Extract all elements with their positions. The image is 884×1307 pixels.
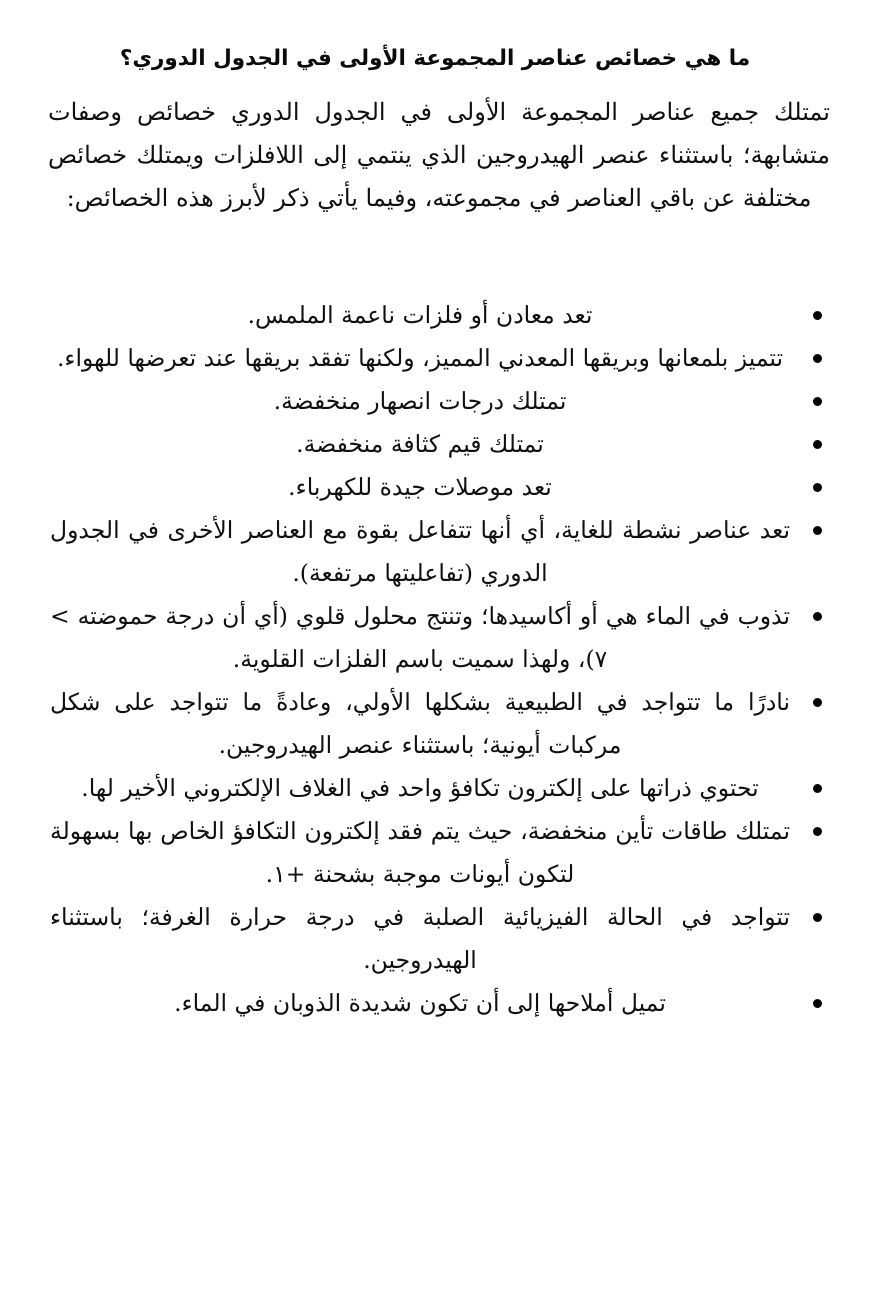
bullet-icon (813, 913, 822, 922)
bullet-icon (813, 311, 822, 320)
list-item-label: تميل أملاحها إلى أن تكون شديدة الذوبان في الماء. (174, 989, 666, 1018)
intro-paragraph: تمتلك جميع عناصر المجموعة الأولى في الجدول الدوري خصائص وصفات متشابهة؛ باستثناء عنصر الهيدروجين الذي ينتمي إلى اللافلزات ويمتلك خصائص مختلفة عن باقي العناصر في مجموعته، وفيما يأتي ذكر لأبرز هذه الخصائص: (48, 98, 830, 213)
list-item-label: تعد موصلات جيدة للكهرباء. (288, 473, 552, 502)
bullet-icon (813, 612, 822, 621)
list-item-label: تتواجد في الحالة الفيزيائية الصلبة في درجة حرارة الغرفة؛ باستثناء الهيدروجين. (50, 903, 790, 975)
list-item-label: تذوب في الماء هي أو أكاسيدها؛ وتنتج محلول قلوي (أي أن درجة حموضته > ٧)، ولهذا سميت باسم الفلزات القلوية. (50, 602, 790, 674)
list-item (40, 337, 830, 380)
list-item (40, 466, 830, 509)
bullet-icon (813, 698, 822, 707)
list-item (40, 810, 830, 896)
bullet-icon (813, 784, 822, 793)
list-item (40, 509, 830, 595)
page-title: ما هي خصائص عناصر المجموعة الأولى في الجدول الدوري؟ (119, 46, 751, 71)
content-spacer (40, 220, 830, 294)
list-item-label: نادرًا ما تتواجد في الطبيعية بشكلها الأولي، وعادةً ما تتواجد على شكل مركبات أيونية؛ باستثناء عنصر الهيدروجين. (50, 688, 790, 760)
bullet-icon (813, 440, 822, 449)
bullet-icon (813, 483, 822, 492)
list-item-label: تمتلك درجات انصهار منخفضة. (273, 387, 567, 416)
list-item (40, 767, 830, 810)
bullet-icon (813, 526, 822, 535)
bullet-icon (813, 999, 822, 1008)
bullet-icon (813, 397, 822, 406)
list-item (40, 294, 830, 337)
bullet-icon (813, 827, 822, 836)
list-item-label: تعد عناصر نشطة للغاية، أي أنها تتفاعل بقوة مع العناصر الأخرى في الجدول الدوري (تفاعليتها مرتفعة). (50, 516, 790, 588)
list-item (40, 681, 830, 767)
bullet-icon (813, 354, 822, 363)
list-item (40, 423, 830, 466)
features-list (40, 294, 830, 1025)
list-item (40, 595, 830, 681)
list-item-label: تحتوي ذراتها على إلكترون تكافؤ واحد في الغلاف الإلكتروني الأخير لها. (81, 774, 759, 803)
list-item (40, 380, 830, 423)
list-item-label: تمتلك قيم كثافة منخفضة. (296, 430, 544, 459)
list-item-label: تتميز بلمعانها وبريقها المعدني المميز، ولكنها تفقد بريقها عند تعرضها للهواء. (56, 344, 784, 373)
list-item-label: تمتلك طاقات تأين منخفضة، حيث يتم فقد إلكترون التكافؤ الخاص بها بسهولة لتكون أيونات موجبة بشحنة +١. (50, 817, 790, 889)
list-item (40, 982, 830, 1025)
list-item-label: تعد معادن أو فلزات ناعمة الملمس. (247, 301, 593, 330)
list-item (40, 896, 830, 982)
